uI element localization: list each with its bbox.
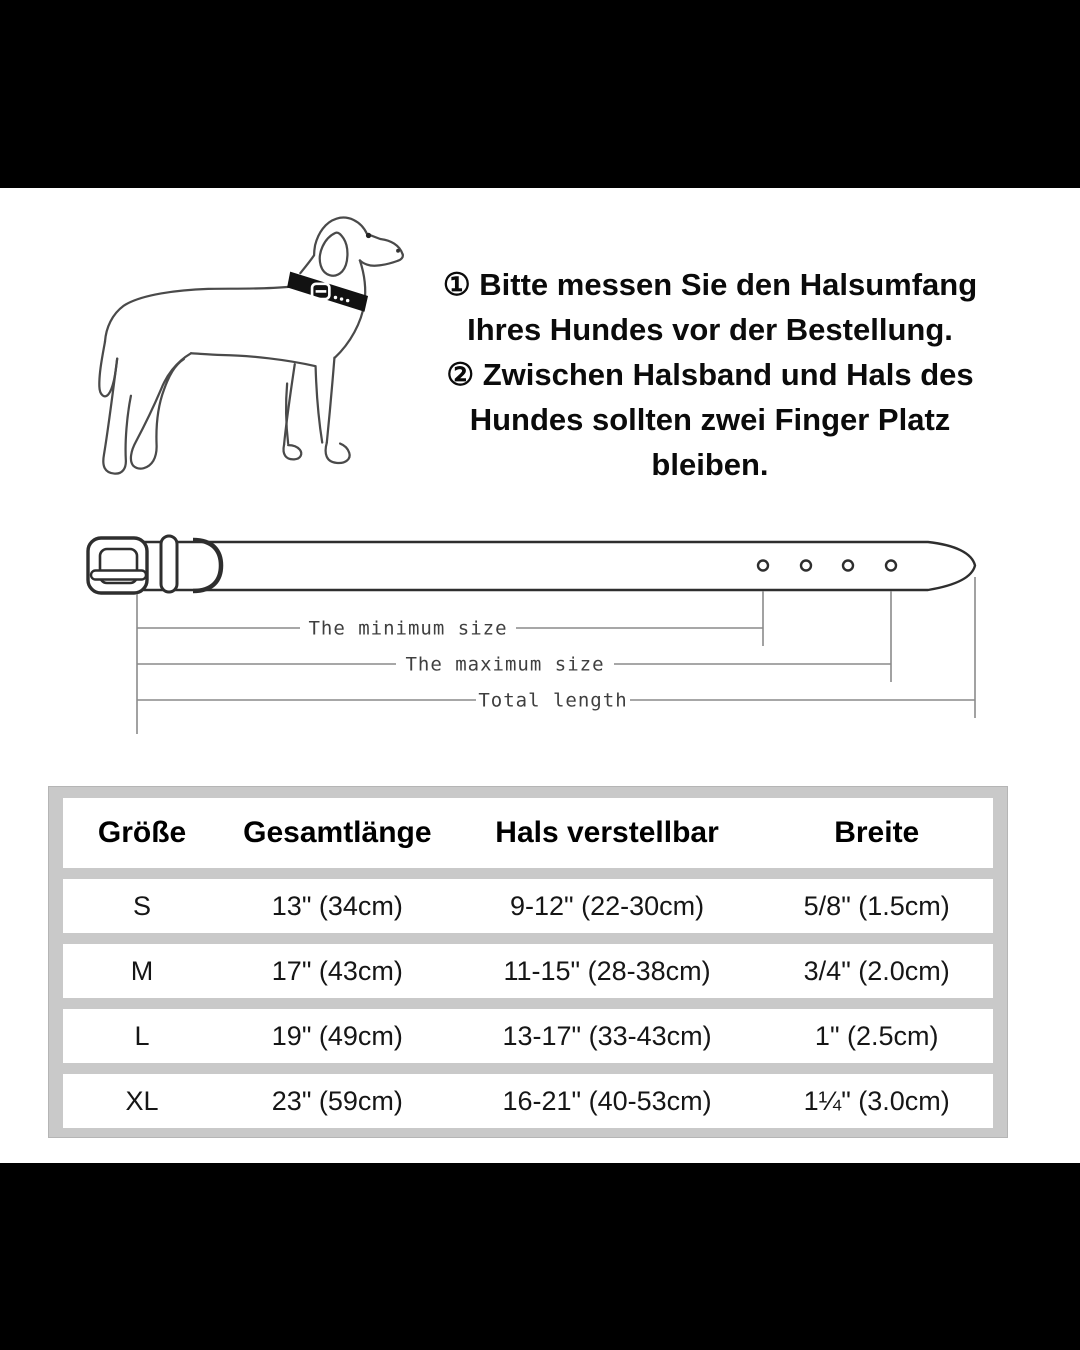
cell-neck-adjustable: 13-17" (33-43cm) [502, 1020, 712, 1051]
size-row-s [63, 879, 993, 933]
instruction-line-4: Hundes sollten zwei Finger Platz [469, 402, 951, 437]
cell-neck-adjustable: 16-21" (40-53cm) [502, 1085, 712, 1116]
dog-front-leg-near-back [316, 367, 323, 442]
size-row-l [63, 1009, 993, 1063]
cell-width: 5/8" (1.5cm) [803, 890, 950, 921]
dog-hind-leg-near [131, 353, 191, 468]
dog-front-paw-near [326, 443, 350, 463]
dog-back [105, 287, 289, 342]
column-header-width: Breite [834, 816, 920, 849]
cell-total-length: 13" (34cm) [271, 890, 403, 921]
cell-width: 1" (2.5cm) [814, 1020, 939, 1051]
cell-total-length: 19" (49cm) [271, 1020, 403, 1051]
measurement-instructions [398, 262, 1022, 487]
dog-illustration [78, 206, 424, 502]
cell-width: 1¼" (3.0cm) [803, 1085, 950, 1116]
size-table-header-row [63, 798, 993, 868]
dog-collar-hole-dot [346, 299, 349, 302]
dog-belly [191, 353, 316, 366]
label-minimum-size: The minimum size [308, 617, 508, 640]
column-header-size: Größe [97, 816, 187, 849]
dog-collar-band [287, 272, 368, 312]
dog-collar-hole-dot [340, 297, 343, 300]
column-header-total-length: Gesamtlänge [243, 816, 432, 849]
cell-size: M [130, 955, 154, 986]
cell-neck-adjustable: 11-15" (28-38cm) [503, 955, 711, 986]
cell-size: XL [125, 1085, 159, 1116]
instruction-line-5: bleiben. [651, 447, 769, 482]
column-header-neck-adjustable: Hals verstellbar [495, 816, 719, 849]
cell-size: S [133, 890, 152, 921]
cell-total-length: 23" (59cm) [271, 1085, 403, 1116]
instruction-line-3: ② Zwischen Halsband und Hals des [446, 357, 974, 392]
collar-buckle-prong [91, 571, 146, 580]
instruction-line-1: ① Bitte messen Sie den Halsumfang [442, 267, 978, 302]
cell-neck-adjustable: 9-12" (22-30cm) [509, 890, 705, 921]
collar-measurement-diagram [60, 520, 1020, 750]
cell-total-length: 17" (43cm) [271, 955, 403, 986]
label-maximum-size: The maximum size [405, 653, 605, 676]
dog-eye [366, 233, 371, 238]
dog-muzzle [360, 254, 403, 265]
dog-collar-hole-dot [334, 296, 337, 299]
instruction-line-2: Ihres Hundes vor der Bestellung. [467, 312, 953, 347]
bottom-letterbox-bar [0, 1163, 1080, 1350]
dog-nose-dot [396, 249, 400, 253]
dog-hind-leg-far [103, 359, 131, 474]
collar-strap [144, 542, 975, 590]
top-letterbox-bar [0, 0, 1080, 188]
cell-size: L [134, 1020, 150, 1051]
dog-front-leg-near [327, 358, 335, 443]
size-row-xl [63, 1074, 993, 1128]
cell-width: 3/4" (2.0cm) [803, 955, 950, 986]
label-total-length: Total length [478, 689, 628, 712]
dog-front-paw-far [284, 445, 302, 460]
size-row-m [63, 944, 993, 998]
size-table [48, 786, 1008, 1138]
collar-keeper [161, 536, 177, 592]
dog-ear [320, 233, 348, 276]
